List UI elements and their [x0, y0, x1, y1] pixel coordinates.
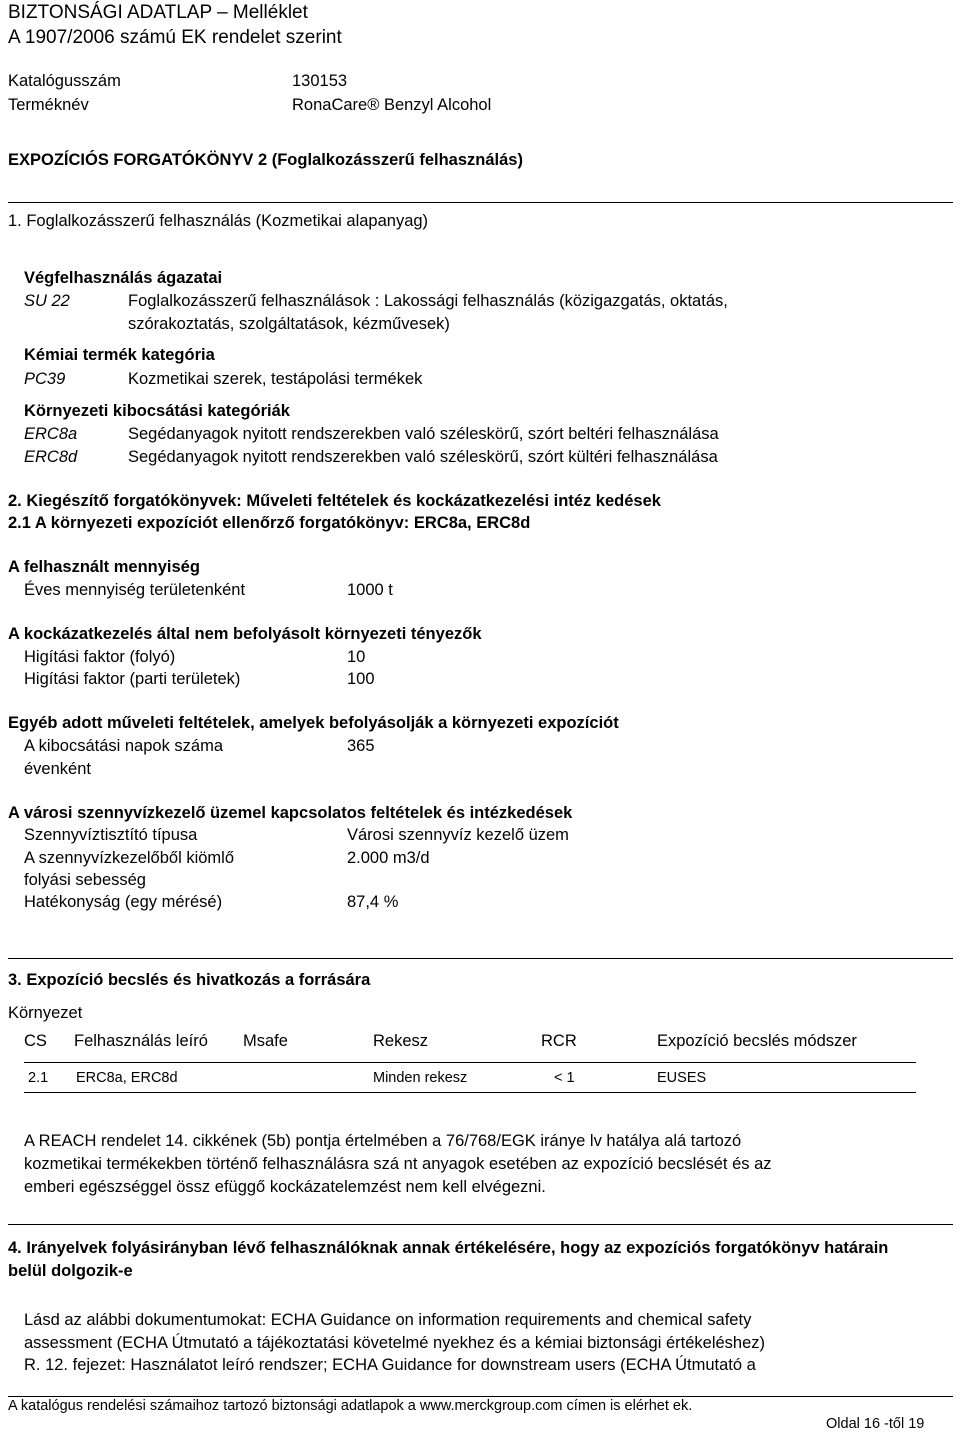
su-code: SU 22 — [24, 292, 70, 310]
pc-code: PC39 — [24, 370, 66, 388]
stp-flow-label: A szennyvízkezelőből kiömlő — [24, 849, 235, 867]
efficiency-label: Hatékonyság (egy mérésé) — [24, 893, 223, 911]
stp-type-label: Szennyvíztisztító típusa — [24, 826, 198, 844]
release-days-label: A kibocsátási napok száma — [24, 737, 224, 755]
dilution-coast-label: Higítási faktor (parti területek) — [24, 670, 241, 688]
dilution-fresh-label: Higítási faktor (folyó) — [24, 648, 176, 666]
table-cell-descriptor: ERC8a, ERC8d — [76, 1070, 178, 1086]
section4-rule — [8, 1224, 953, 1225]
footer-rule — [8, 1396, 953, 1397]
product-value: RonaCare® Benzyl Alcohol — [292, 96, 492, 114]
environment-label: Környezet — [8, 1004, 83, 1022]
table-cell-method: EUSES — [657, 1070, 707, 1086]
catalog-label: Katalógusszám — [8, 72, 121, 90]
stp-flow-value: 2.000 m3/d — [347, 849, 430, 867]
section2-title: 2. Kiegészítő forgatókönyvek: Műveleti feltételek és kockázatkezelési intéz kedések — [8, 492, 661, 510]
pc-heading: Kémiai termék kategória — [24, 346, 215, 364]
catalog-value: 130153 — [292, 72, 348, 90]
table-cell-cs: 2.1 — [28, 1070, 49, 1086]
amount-heading: A felhasznált mennyiség — [8, 558, 200, 576]
section4-title-line1: 4. Irányelvek folyásirányban lévő felhasználóknak annak értékelésére, hogy az expozíciós forgatókönyv határain — [8, 1239, 889, 1257]
erc-code: ERC8d — [24, 448, 78, 466]
erc-code: ERC8a — [24, 425, 78, 443]
table-header-rcr: RCR — [541, 1032, 577, 1050]
su-text-line1: Foglalkozásszerű felhasználások : Lakossági felhasználás (közigazgatás, oktatás, — [128, 292, 728, 310]
product-label: Terméknév — [8, 96, 89, 114]
erc-heading: Környezeti kibocsátási kategóriák — [24, 402, 290, 420]
reach-note-line2: kozmetikai termékekben történő felhasználásra szá nt anyagok esetében az expozíció becslését és az — [24, 1155, 772, 1173]
efficiency-value: 87,4 % — [347, 893, 399, 911]
table-header-compartment: Rekesz — [373, 1032, 429, 1050]
section1-title: 1. Foglalkozásszerű felhasználás (Kozmetikai alapanyag) — [8, 212, 429, 230]
erc-text: Segédanyagok nyitott rendszerekben való széleskörű, szórt kültéri felhasználása — [128, 448, 718, 466]
section1-rule — [8, 202, 953, 203]
release-days-label-cont: évenként — [24, 760, 91, 778]
stp-type-value: Városi szennyvíz kezelő üzem — [347, 826, 569, 844]
reach-note-line1: A REACH rendelet 14. cikkének (5b) pontja értelmében a 76/768/EGK iránye lv hatálya alá tartozó — [24, 1132, 742, 1150]
table-header-rule — [24, 1062, 916, 1063]
stp-flow-label-cont: folyási sebesség — [24, 871, 146, 889]
document-title: BIZTONSÁGI ADATLAP – Melléklet — [8, 2, 308, 23]
pc-text: Kozmetikai szerek, testápolási termékek — [128, 370, 423, 388]
release-days-value: 365 — [347, 737, 375, 755]
su-text-line2: szórakoztatás, szolgáltatások, kézművesek) — [128, 315, 450, 333]
guidance-text-line3: R. 12. fejezet: Használatot leíró rendszer; ECHA Guidance for downstream users (ECHA Útmutató a — [24, 1356, 756, 1374]
other-conditions-heading: Egyéb adott műveleti feltételek, amelyek befolyásolják a környezeti expozíciót — [8, 714, 619, 732]
page-number: Oldal 16 -től 19 — [826, 1416, 925, 1432]
section4-title-line2: belül dolgozik-e — [8, 1262, 133, 1280]
env-factors-heading: A kockázatkezelés által nem befolyásolt környezeti tényezők — [8, 625, 482, 643]
section2-subtitle: 2.1 A környezeti expozíciót ellenőrző forgatókönyv: ERC8a, ERC8d — [8, 514, 531, 532]
table-bottom-rule — [24, 1092, 916, 1093]
scenario-title: EXPOZÍCIÓS FORGATÓKÖNYV 2 (Foglalkozásszerű felhasználás) — [8, 151, 523, 169]
sector-heading: Végfelhasználás ágazatai — [24, 269, 223, 287]
amount-label: Éves mennyiség területenként — [24, 581, 246, 599]
erc-text: Segédanyagok nyitott rendszerekben való széleskörű, szórt beltéri felhasználása — [128, 425, 719, 443]
stp-heading: A városi szennyvízkezelő üzemel kapcsolatos feltételek és intézkedések — [8, 804, 573, 822]
table-header-cs: CS — [24, 1032, 47, 1050]
table-cell-rcr: < 1 — [554, 1070, 575, 1086]
regulation-line: A 1907/2006 számú EK rendelet szerint — [8, 27, 342, 48]
guidance-text-line2: assessment (ECHA Útmutató a tájékoztatási követelmé nyekhez és a kémiai biztonsági értékeléshez) — [24, 1334, 766, 1352]
reach-note-line3: emberi egészséggel össz efüggő kockázatelemzést nem kell elvégezni. — [24, 1178, 546, 1196]
table-header-method: Expozíció becslés módszer — [657, 1032, 857, 1050]
table-header-msafe: Msafe — [243, 1032, 288, 1050]
guidance-text-line1: Lásd az alábbi dokumentumokat: ECHA Guidance on information requirements and chemical safety — [24, 1311, 752, 1329]
footer-text: A katalógus rendelési számaihoz tartozó biztonsági adatlapok a www.merckgroup.com címen is elérhet ek. — [8, 1398, 693, 1414]
table-header-descriptor: Felhasználás leíró — [74, 1032, 208, 1050]
section3-title: 3. Expozíció becslés és hivatkozás a forrására — [8, 971, 371, 989]
dilution-coast-value: 100 — [347, 670, 375, 688]
amount-value: 1000 t — [347, 581, 393, 599]
table-cell-compartment: Minden rekesz — [373, 1070, 468, 1086]
section3-rule — [8, 958, 953, 959]
dilution-fresh-value: 10 — [347, 648, 366, 666]
